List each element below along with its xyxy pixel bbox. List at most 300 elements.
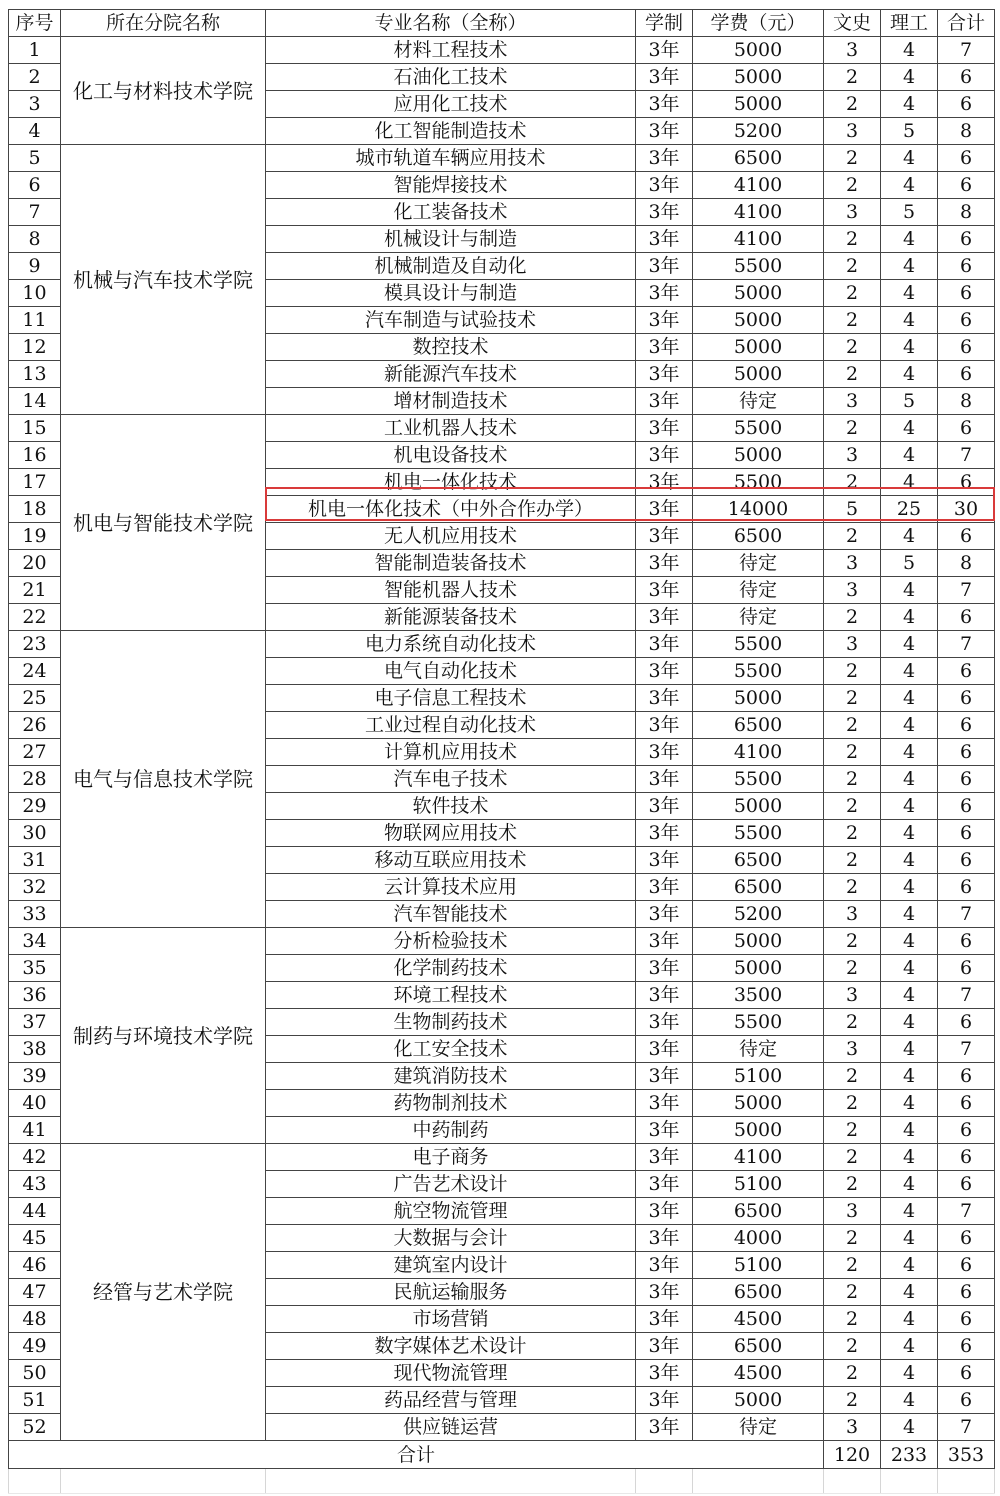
cell-major: 化工安全技术 <box>266 1036 636 1063</box>
cell-no: 5 <box>9 145 61 172</box>
cell-arts: 3 <box>824 901 881 928</box>
cell-science: 4 <box>881 1090 938 1117</box>
cell-arts: 3 <box>824 118 881 145</box>
cell-no: 20 <box>9 550 61 577</box>
header-arts: 文史 <box>824 10 881 37</box>
cell-duration: 3年 <box>636 1306 693 1333</box>
cell-duration: 3年 <box>636 1144 693 1171</box>
cell-science: 4 <box>881 1360 938 1387</box>
blank-cell <box>693 1469 824 1494</box>
cell-fee: 5200 <box>693 118 824 145</box>
cell-fee: 6500 <box>693 1333 824 1360</box>
table-row <box>9 37 995 64</box>
cell-science: 4 <box>881 1252 938 1279</box>
cell-fee: 待定 <box>693 1414 824 1441</box>
cell-no: 31 <box>9 847 61 874</box>
cell-arts: 2 <box>824 739 881 766</box>
cell-no: 7 <box>9 199 61 226</box>
cell-major: 药品经营与管理 <box>266 1387 636 1414</box>
cell-total: 6 <box>938 172 995 199</box>
cell-arts: 3 <box>824 1036 881 1063</box>
cell-no: 34 <box>9 928 61 955</box>
cell-science: 4 <box>881 1171 938 1198</box>
cell-fee: 4100 <box>693 199 824 226</box>
cell-total: 6 <box>938 1333 995 1360</box>
cell-science: 4 <box>881 982 938 1009</box>
cell-arts: 3 <box>824 1198 881 1225</box>
cell-total: 6 <box>938 766 995 793</box>
cell-science: 4 <box>881 901 938 928</box>
cell-total: 6 <box>938 415 995 442</box>
cell-duration: 3年 <box>636 226 693 253</box>
cell-total: 6 <box>938 1090 995 1117</box>
cell-arts: 2 <box>824 1387 881 1414</box>
cell-science: 4 <box>881 820 938 847</box>
table-row <box>9 145 995 172</box>
cell-major: 智能焊接技术 <box>266 172 636 199</box>
cell-major: 电气自动化技术 <box>266 658 636 685</box>
cell-no: 46 <box>9 1252 61 1279</box>
cell-science: 4 <box>881 1144 938 1171</box>
cell-total: 6 <box>938 712 995 739</box>
cell-major: 软件技术 <box>266 793 636 820</box>
cell-arts: 2 <box>824 766 881 793</box>
cell-fee: 4000 <box>693 1225 824 1252</box>
cell-fee: 4100 <box>693 739 824 766</box>
cell-no: 13 <box>9 361 61 388</box>
cell-total: 6 <box>938 847 995 874</box>
cell-arts: 2 <box>824 64 881 91</box>
cell-no: 27 <box>9 739 61 766</box>
cell-major: 移动互联应用技术 <box>266 847 636 874</box>
cell-arts: 2 <box>824 955 881 982</box>
cell-total: 6 <box>938 928 995 955</box>
cell-fee: 5000 <box>693 685 824 712</box>
cell-science: 4 <box>881 739 938 766</box>
cell-science: 4 <box>881 361 938 388</box>
cell-arts: 2 <box>824 307 881 334</box>
summary-row <box>9 1441 995 1469</box>
cell-no: 22 <box>9 604 61 631</box>
header-college: 所在分院名称 <box>61 10 266 37</box>
cell-total: 7 <box>938 577 995 604</box>
table-row <box>9 415 995 442</box>
cell-no: 1 <box>9 37 61 64</box>
table-row <box>9 631 995 658</box>
cell-major: 中药制药 <box>266 1117 636 1144</box>
cell-major: 数字媒体艺术设计 <box>266 1333 636 1360</box>
cell-no: 29 <box>9 793 61 820</box>
cell-no: 19 <box>9 523 61 550</box>
cell-duration: 3年 <box>636 37 693 64</box>
cell-duration: 3年 <box>636 1252 693 1279</box>
cell-duration: 3年 <box>636 442 693 469</box>
cell-major: 机械制造及自动化 <box>266 253 636 280</box>
cell-fee: 待定 <box>693 604 824 631</box>
cell-no: 44 <box>9 1198 61 1225</box>
cell-duration: 3年 <box>636 847 693 874</box>
cell-no: 37 <box>9 1009 61 1036</box>
cell-no: 11 <box>9 307 61 334</box>
enrollment-table <box>8 9 995 1494</box>
cell-total: 6 <box>938 1171 995 1198</box>
cell-major: 物联网应用技术 <box>266 820 636 847</box>
cell-total: 6 <box>938 145 995 172</box>
cell-total: 6 <box>938 523 995 550</box>
cell-total: 6 <box>938 1009 995 1036</box>
cell-arts: 2 <box>824 604 881 631</box>
cell-duration: 3年 <box>636 145 693 172</box>
cell-total: 6 <box>938 361 995 388</box>
cell-science: 4 <box>881 1036 938 1063</box>
cell-major: 汽车智能技术 <box>266 901 636 928</box>
cell-science: 5 <box>881 118 938 145</box>
blank-cell <box>938 1469 995 1494</box>
cell-arts: 2 <box>824 1144 881 1171</box>
cell-arts: 2 <box>824 145 881 172</box>
cell-arts: 2 <box>824 685 881 712</box>
cell-science: 4 <box>881 1063 938 1090</box>
cell-total: 6 <box>938 1252 995 1279</box>
cell-major: 城市轨道车辆应用技术 <box>266 145 636 172</box>
cell-major: 材料工程技术 <box>266 37 636 64</box>
cell-science: 4 <box>881 1225 938 1252</box>
cell-arts: 3 <box>824 982 881 1009</box>
cell-duration: 3年 <box>636 739 693 766</box>
cell-no: 32 <box>9 874 61 901</box>
cell-total: 6 <box>938 469 995 496</box>
cell-science: 4 <box>881 145 938 172</box>
cell-arts: 2 <box>824 1333 881 1360</box>
cell-arts: 2 <box>824 1063 881 1090</box>
cell-arts: 2 <box>824 928 881 955</box>
cell-major: 应用化工技术 <box>266 91 636 118</box>
cell-no: 40 <box>9 1090 61 1117</box>
cell-no: 36 <box>9 982 61 1009</box>
cell-fee: 待定 <box>693 577 824 604</box>
cell-total: 6 <box>938 1117 995 1144</box>
blank-row <box>9 1469 995 1494</box>
cell-duration: 3年 <box>636 172 693 199</box>
cell-duration: 3年 <box>636 280 693 307</box>
cell-fee: 5500 <box>693 415 824 442</box>
cell-science: 4 <box>881 847 938 874</box>
cell-no: 33 <box>9 901 61 928</box>
cell-science: 4 <box>881 1387 938 1414</box>
cell-science: 4 <box>881 253 938 280</box>
cell-major: 民航运输服务 <box>266 1279 636 1306</box>
cell-major: 机电一体化技术 <box>266 469 636 496</box>
cell-total: 7 <box>938 1036 995 1063</box>
cell-major: 数控技术 <box>266 334 636 361</box>
cell-science: 4 <box>881 1279 938 1306</box>
cell-arts: 2 <box>824 523 881 550</box>
cell-total: 8 <box>938 388 995 415</box>
cell-arts: 2 <box>824 1306 881 1333</box>
cell-no: 48 <box>9 1306 61 1333</box>
cell-arts: 2 <box>824 1171 881 1198</box>
cell-no: 23 <box>9 631 61 658</box>
cell-duration: 3年 <box>636 1360 693 1387</box>
table-row <box>9 928 995 955</box>
cell-no: 28 <box>9 766 61 793</box>
cell-science: 4 <box>881 793 938 820</box>
cell-fee: 5000 <box>693 442 824 469</box>
cell-total: 6 <box>938 1306 995 1333</box>
cell-major: 增材制造技术 <box>266 388 636 415</box>
cell-science: 4 <box>881 1117 938 1144</box>
cell-fee: 5000 <box>693 928 824 955</box>
cell-arts: 2 <box>824 847 881 874</box>
cell-total: 6 <box>938 1387 995 1414</box>
cell-fee: 5500 <box>693 766 824 793</box>
cell-fee: 6500 <box>693 712 824 739</box>
cell-fee: 5500 <box>693 253 824 280</box>
cell-science: 4 <box>881 307 938 334</box>
cell-no: 25 <box>9 685 61 712</box>
cell-arts: 2 <box>824 793 881 820</box>
cell-major: 新能源装备技术 <box>266 604 636 631</box>
cell-arts: 2 <box>824 415 881 442</box>
cell-major: 模具设计与制造 <box>266 280 636 307</box>
cell-total: 7 <box>938 631 995 658</box>
cell-fee: 5500 <box>693 469 824 496</box>
cell-major: 工业机器人技术 <box>266 415 636 442</box>
cell-major: 石油化工技术 <box>266 64 636 91</box>
blank-cell <box>881 1469 938 1494</box>
cell-total: 8 <box>938 199 995 226</box>
cell-total: 6 <box>938 226 995 253</box>
cell-fee: 6500 <box>693 847 824 874</box>
cell-science: 4 <box>881 415 938 442</box>
cell-arts: 2 <box>824 280 881 307</box>
cell-no: 6 <box>9 172 61 199</box>
cell-fee: 4100 <box>693 1144 824 1171</box>
cell-no: 39 <box>9 1063 61 1090</box>
cell-science: 4 <box>881 37 938 64</box>
cell-duration: 3年 <box>636 118 693 145</box>
cell-arts: 2 <box>824 172 881 199</box>
cell-total: 6 <box>938 955 995 982</box>
cell-science: 4 <box>881 1333 938 1360</box>
cell-major: 云计算技术应用 <box>266 874 636 901</box>
cell-major: 药物制剂技术 <box>266 1090 636 1117</box>
cell-major: 环境工程技术 <box>266 982 636 1009</box>
cell-major: 分析检验技术 <box>266 928 636 955</box>
cell-arts: 2 <box>824 712 881 739</box>
blank-cell <box>9 1469 61 1494</box>
cell-arts: 2 <box>824 1279 881 1306</box>
cell-duration: 3年 <box>636 658 693 685</box>
cell-fee: 4100 <box>693 172 824 199</box>
cell-arts: 2 <box>824 226 881 253</box>
cell-fee: 5000 <box>693 793 824 820</box>
cell-duration: 3年 <box>636 523 693 550</box>
cell-duration: 3年 <box>636 928 693 955</box>
cell-total: 7 <box>938 982 995 1009</box>
cell-no: 35 <box>9 955 61 982</box>
cell-duration: 3年 <box>636 1063 693 1090</box>
cell-no: 47 <box>9 1279 61 1306</box>
cell-arts: 2 <box>824 874 881 901</box>
cell-science: 25 <box>881 496 938 523</box>
header-no: 序号 <box>9 10 61 37</box>
summary-arts: 120 <box>824 1441 881 1469</box>
cell-duration: 3年 <box>636 469 693 496</box>
cell-duration: 3年 <box>636 199 693 226</box>
cell-science: 4 <box>881 280 938 307</box>
cell-no: 3 <box>9 91 61 118</box>
cell-total: 7 <box>938 901 995 928</box>
cell-total: 6 <box>938 874 995 901</box>
cell-duration: 3年 <box>636 604 693 631</box>
cell-no: 50 <box>9 1360 61 1387</box>
blank-cell <box>266 1469 636 1494</box>
cell-total: 6 <box>938 64 995 91</box>
cell-major: 大数据与会计 <box>266 1225 636 1252</box>
cell-fee: 3500 <box>693 982 824 1009</box>
cell-duration: 3年 <box>636 685 693 712</box>
cell-duration: 3年 <box>636 388 693 415</box>
cell-fee: 4500 <box>693 1360 824 1387</box>
cell-fee: 5200 <box>693 901 824 928</box>
cell-science: 5 <box>881 388 938 415</box>
cell-science: 4 <box>881 64 938 91</box>
cell-fee: 待定 <box>693 388 824 415</box>
cell-no: 41 <box>9 1117 61 1144</box>
college-name-cell: 机电与智能技术学院 <box>61 415 266 631</box>
cell-major: 现代物流管理 <box>266 1360 636 1387</box>
cell-science: 4 <box>881 955 938 982</box>
cell-major: 航空物流管理 <box>266 1198 636 1225</box>
header-fee: 学费（元） <box>693 10 824 37</box>
cell-duration: 3年 <box>636 1198 693 1225</box>
cell-science: 5 <box>881 199 938 226</box>
cell-science: 4 <box>881 604 938 631</box>
cell-no: 18 <box>9 496 61 523</box>
cell-no: 10 <box>9 280 61 307</box>
cell-major: 机械设计与制造 <box>266 226 636 253</box>
cell-major: 化工装备技术 <box>266 199 636 226</box>
cell-duration: 3年 <box>636 334 693 361</box>
college-name-cell: 化工与材料技术学院 <box>61 37 266 145</box>
cell-major: 供应链运营 <box>266 1414 636 1441</box>
cell-fee: 6500 <box>693 1279 824 1306</box>
blank-cell <box>61 1469 266 1494</box>
cell-fee: 5100 <box>693 1063 824 1090</box>
cell-fee: 5500 <box>693 658 824 685</box>
cell-duration: 3年 <box>636 1414 693 1441</box>
cell-duration: 3年 <box>636 901 693 928</box>
cell-science: 4 <box>881 172 938 199</box>
cell-duration: 3年 <box>636 577 693 604</box>
cell-science: 4 <box>881 442 938 469</box>
cell-science: 4 <box>881 1198 938 1225</box>
cell-no: 12 <box>9 334 61 361</box>
cell-major: 汽车制造与试验技术 <box>266 307 636 334</box>
cell-total: 6 <box>938 91 995 118</box>
cell-arts: 2 <box>824 1252 881 1279</box>
cell-duration: 3年 <box>636 1090 693 1117</box>
cell-science: 4 <box>881 685 938 712</box>
cell-total: 30 <box>938 496 995 523</box>
cell-arts: 3 <box>824 631 881 658</box>
cell-major: 电子信息工程技术 <box>266 685 636 712</box>
cell-arts: 2 <box>824 91 881 118</box>
cell-arts: 3 <box>824 442 881 469</box>
cell-duration: 3年 <box>636 307 693 334</box>
cell-fee: 待定 <box>693 550 824 577</box>
cell-major: 市场营销 <box>266 1306 636 1333</box>
cell-science: 4 <box>881 523 938 550</box>
cell-arts: 2 <box>824 1009 881 1036</box>
cell-major: 汽车电子技术 <box>266 766 636 793</box>
cell-major: 机电一体化技术（中外合作办学） <box>266 496 636 523</box>
cell-total: 6 <box>938 1225 995 1252</box>
cell-total: 6 <box>938 604 995 631</box>
cell-duration: 3年 <box>636 1009 693 1036</box>
college-name-cell: 机械与汽车技术学院 <box>61 145 266 415</box>
cell-duration: 3年 <box>636 496 693 523</box>
cell-total: 7 <box>938 442 995 469</box>
blank-cell <box>824 1469 881 1494</box>
cell-duration: 3年 <box>636 1225 693 1252</box>
cell-arts: 3 <box>824 550 881 577</box>
cell-major: 化学制药技术 <box>266 955 636 982</box>
cell-fee: 5000 <box>693 1387 824 1414</box>
table-body <box>9 37 995 1441</box>
cell-total: 6 <box>938 820 995 847</box>
cell-fee: 5000 <box>693 280 824 307</box>
cell-fee: 5500 <box>693 820 824 847</box>
cell-no: 26 <box>9 712 61 739</box>
cell-no: 49 <box>9 1333 61 1360</box>
cell-science: 4 <box>881 1306 938 1333</box>
cell-arts: 3 <box>824 199 881 226</box>
cell-arts: 3 <box>824 1414 881 1441</box>
cell-no: 16 <box>9 442 61 469</box>
cell-no: 42 <box>9 1144 61 1171</box>
cell-no: 43 <box>9 1171 61 1198</box>
cell-duration: 3年 <box>636 874 693 901</box>
cell-duration: 3年 <box>636 820 693 847</box>
cell-fee: 5100 <box>693 1171 824 1198</box>
cell-major: 智能制造装备技术 <box>266 550 636 577</box>
cell-fee: 5000 <box>693 1090 824 1117</box>
cell-total: 8 <box>938 550 995 577</box>
cell-total: 6 <box>938 685 995 712</box>
cell-fee: 5500 <box>693 631 824 658</box>
cell-no: 24 <box>9 658 61 685</box>
cell-total: 6 <box>938 1063 995 1090</box>
cell-arts: 2 <box>824 820 881 847</box>
cell-fee: 6500 <box>693 874 824 901</box>
cell-total: 6 <box>938 1144 995 1171</box>
cell-duration: 3年 <box>636 550 693 577</box>
cell-major: 智能机器人技术 <box>266 577 636 604</box>
cell-duration: 3年 <box>636 1171 693 1198</box>
cell-duration: 3年 <box>636 793 693 820</box>
cell-duration: 3年 <box>636 91 693 118</box>
cell-total: 6 <box>938 658 995 685</box>
cell-science: 4 <box>881 631 938 658</box>
cell-duration: 3年 <box>636 766 693 793</box>
cell-fee: 5500 <box>693 1009 824 1036</box>
cell-major: 建筑消防技术 <box>266 1063 636 1090</box>
cell-total: 6 <box>938 1279 995 1306</box>
cell-science: 4 <box>881 766 938 793</box>
cell-fee: 6500 <box>693 145 824 172</box>
